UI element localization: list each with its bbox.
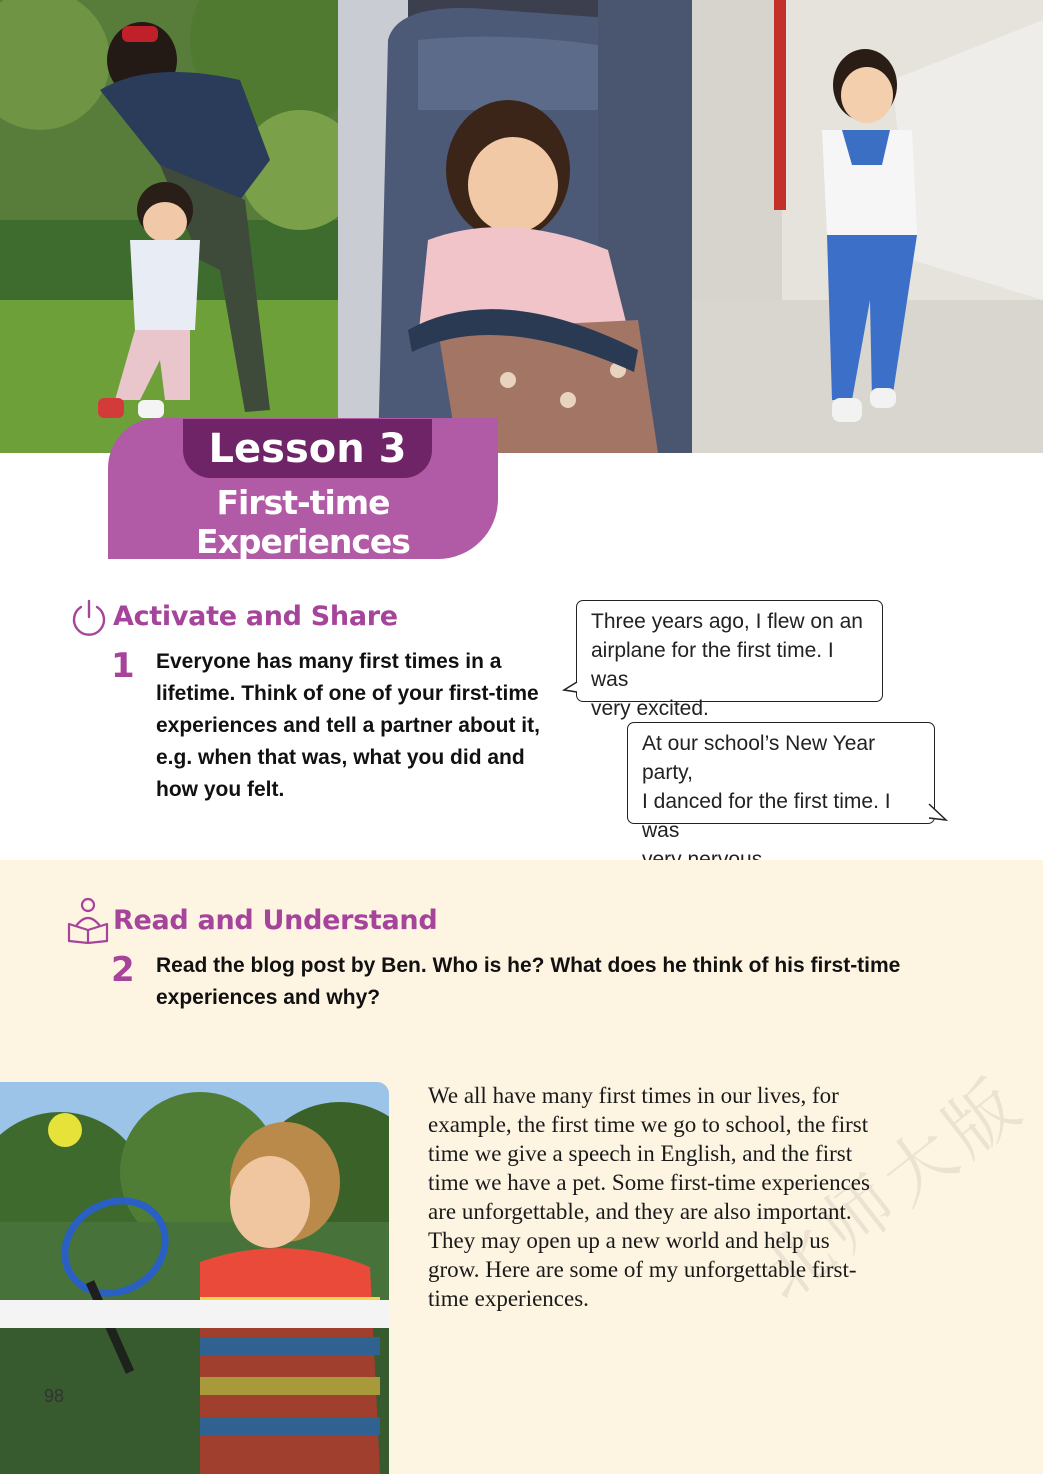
photo-boy-playing-tennis bbox=[0, 1082, 389, 1474]
blog-line: time we give a speech in English, and the first bbox=[428, 1141, 853, 1166]
power-icon bbox=[70, 599, 108, 637]
activate-share-heading: Activate and Share bbox=[113, 601, 398, 632]
speech-bubble-2 bbox=[627, 722, 935, 842]
bubble-line: Three years ago, I flew on an bbox=[591, 610, 863, 633]
read-understand-heading: Read and Understand bbox=[113, 905, 438, 936]
blog-line: time experiences. bbox=[428, 1286, 589, 1311]
blog-line: time we have a pet. Some first-time experiences bbox=[428, 1170, 870, 1195]
task-line: e.g. when that was, what you did and bbox=[156, 746, 525, 769]
bubble-line: very excited. bbox=[591, 697, 709, 720]
task-line: lifetime. Think of one of your first-time bbox=[156, 682, 539, 705]
bubble-line: At our school’s New Year party, bbox=[642, 732, 876, 784]
photo-girl-walking-to-school bbox=[692, 0, 1043, 453]
blog-line: are unforgettable, and they are also important. bbox=[428, 1199, 852, 1224]
task-line: Everyone has many first times in a bbox=[156, 650, 502, 673]
task-line: Read the blog post by Ben. Who is he? What does he think of his first-time bbox=[156, 954, 901, 977]
blog-line: We all have many first times in our lives, for bbox=[428, 1083, 839, 1108]
blog-line: grow. Here are some of my unforgettable first- bbox=[428, 1257, 857, 1282]
bubble-line: I danced for the first time. I was bbox=[642, 790, 891, 842]
lesson-title: First-time Experiences bbox=[196, 483, 410, 561]
bubble-tail-right bbox=[928, 800, 948, 822]
task-line: how you felt. bbox=[156, 778, 285, 801]
task-line: experiences and why? bbox=[156, 986, 381, 1009]
photo-mother-helping-baby-walk bbox=[0, 0, 338, 453]
blog-line: They may open up a new world and help us bbox=[428, 1228, 830, 1253]
task-number-1: 1 bbox=[111, 646, 135, 686]
reading-person-icon bbox=[66, 896, 110, 944]
task-1-instructions bbox=[156, 646, 576, 806]
publisher-watermark: 北师大版 bbox=[744, 1059, 1041, 1317]
page-number: 98 bbox=[44, 1386, 65, 1406]
photo-girl-fastening-seatbelt bbox=[338, 0, 692, 453]
lesson-number: Lesson 3 bbox=[183, 419, 432, 478]
task-line: experiences and tell a partner about it, bbox=[156, 714, 540, 737]
speech-bubble-1 bbox=[576, 600, 883, 720]
bubble-tail-left bbox=[562, 680, 578, 696]
task-number-2: 2 bbox=[111, 950, 135, 990]
task-2-instructions bbox=[156, 950, 956, 1014]
bubble-line: airplane for the first time. I was bbox=[591, 639, 834, 691]
blog-line: example, the first time we go to school, the first bbox=[428, 1112, 869, 1137]
